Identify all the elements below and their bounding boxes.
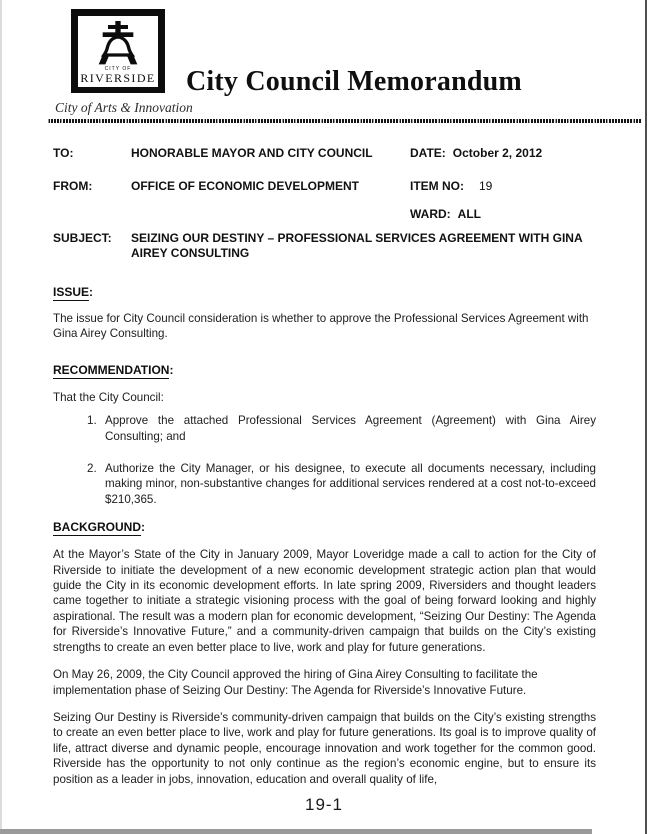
- meta-date: [410, 146, 542, 160]
- memo-title: City Council Memorandum: [186, 66, 522, 97]
- issue-heading: [53, 285, 596, 300]
- background-heading-text: BACKGROUND: [53, 520, 141, 535]
- recommendation-intro: That the City Council:: [53, 390, 164, 404]
- meta-spacer: [53, 207, 410, 221]
- background-paragraph-1: At the Mayor’s State of the City in January 2009, Mayor Loveridge made a call to action for the City of Riverside to initiate the development of a new economic development strategic action plan that would guide the City in its economic development efforts. In late spring 2009, Riversiders and thought leaders came together to initiate a strategic visioning process with the goal of being forward looking and highly aspirational. The result was a modern plan for economic development, “Seizing Our Destiny: The Agenda for Riverside’s Innovative Future,” and a community-driven campaign that builds on the City’s existing strengths to create an even better place to live, work and play for future generations.: [53, 548, 596, 654]
- header-separator: [48, 119, 642, 123]
- recommendation-heading-text: RECOMMENDATION: [53, 362, 170, 377]
- recommendation-item-2: [53, 461, 596, 507]
- scan-edge-right: [645, 0, 647, 834]
- page-number: 19-1: [304, 795, 344, 814]
- scan-edge-bottom: [0, 829, 592, 834]
- ward-value: ALL: [457, 207, 481, 221]
- meta-subject-row: [53, 231, 596, 261]
- meta-ward-row: [53, 207, 596, 221]
- recommendation-item-1: [53, 413, 596, 444]
- scan-edge-left: [0, 0, 2, 834]
- logo-cityof-text: CITY OF: [104, 66, 132, 72]
- item-no-label: ITEM NO:: [410, 179, 464, 193]
- issue-heading-colon: :: [89, 285, 94, 299]
- raincross-bell-icon: [97, 21, 139, 65]
- date-label: DATE:: [410, 146, 446, 160]
- background-paragraph-2: On May 26, 2009, the City Council approved the hiring of Gina Airey Consulting to facilitate the implementation phase of Seizing Our Destiny: The Agenda for Riverside’s Innovative Future.: [53, 668, 538, 697]
- item-2-number: 2.: [87, 462, 97, 476]
- issue-heading-text: ISSUE: [53, 285, 90, 299]
- memo-content: [53, 140, 596, 787]
- meta-from-row: [53, 179, 596, 193]
- from-label: FROM:: [53, 179, 93, 193]
- item-1-text: Approve the attached Professional Services Agreement (Agreement) with Gina Airey Consulting; and: [105, 414, 596, 443]
- to-value: HONORABLE MAYOR AND CITY COUNCIL: [131, 146, 373, 160]
- from-value: OFFICE OF ECONOMIC DEVELOPMENT: [131, 179, 360, 193]
- meta-item-no: [410, 179, 492, 193]
- background-heading-colon: :: [141, 520, 145, 535]
- item-1-number: 1.: [87, 414, 97, 428]
- item-2-text: Authorize the City Manager, or his designee, to execute all documents necessary, including making minor, non-substantive changes for additional services rendered at a cost not-to-exceed $210,365.: [105, 462, 596, 506]
- item-no-value: 19: [479, 179, 493, 193]
- recommendation-heading: [53, 363, 596, 378]
- meta-ward: [410, 207, 481, 221]
- logo-riverside-text: RIVERSIDE: [80, 71, 156, 85]
- ward-label: WARD:: [410, 207, 451, 221]
- logo-frame: [71, 9, 165, 93]
- recommendation-heading-colon: :: [169, 362, 174, 377]
- subject-value: SEIZING OUR DESTINY – PROFESSIONAL SERVICES AGREEMENT WITH GINA AIREY CONSULTING: [131, 231, 583, 260]
- issue-paragraph: The issue for City Council consideration is whether to approve the Professional Services Agreement with Gina Airey Consulting.: [53, 312, 589, 341]
- logo-inner: [78, 16, 158, 87]
- background-paragraph-3: Seizing Our Destiny is Riverside’s community-driven campaign that builds on the City’s existing strengths to create an even better place to live, work and play for future generations. Its goal is to improve quality of life, attract diverse and dynamic people, encourage innovation and work together for the common good. Riverside has the opportunity to not only continue as the region’s economic engine, but to ensure its position as a leader in jobs, innovation, education and overall quality of life,: [53, 710, 596, 786]
- meta-to-row: [53, 146, 596, 160]
- logo-tagline: City of Arts & Innovation: [55, 100, 193, 115]
- subject-label: SUBJECT:: [53, 231, 112, 245]
- riverside-logo: [55, 9, 193, 116]
- to-label: TO:: [53, 146, 74, 160]
- date-value: October 2, 2012: [452, 146, 543, 160]
- background-heading: [53, 520, 596, 535]
